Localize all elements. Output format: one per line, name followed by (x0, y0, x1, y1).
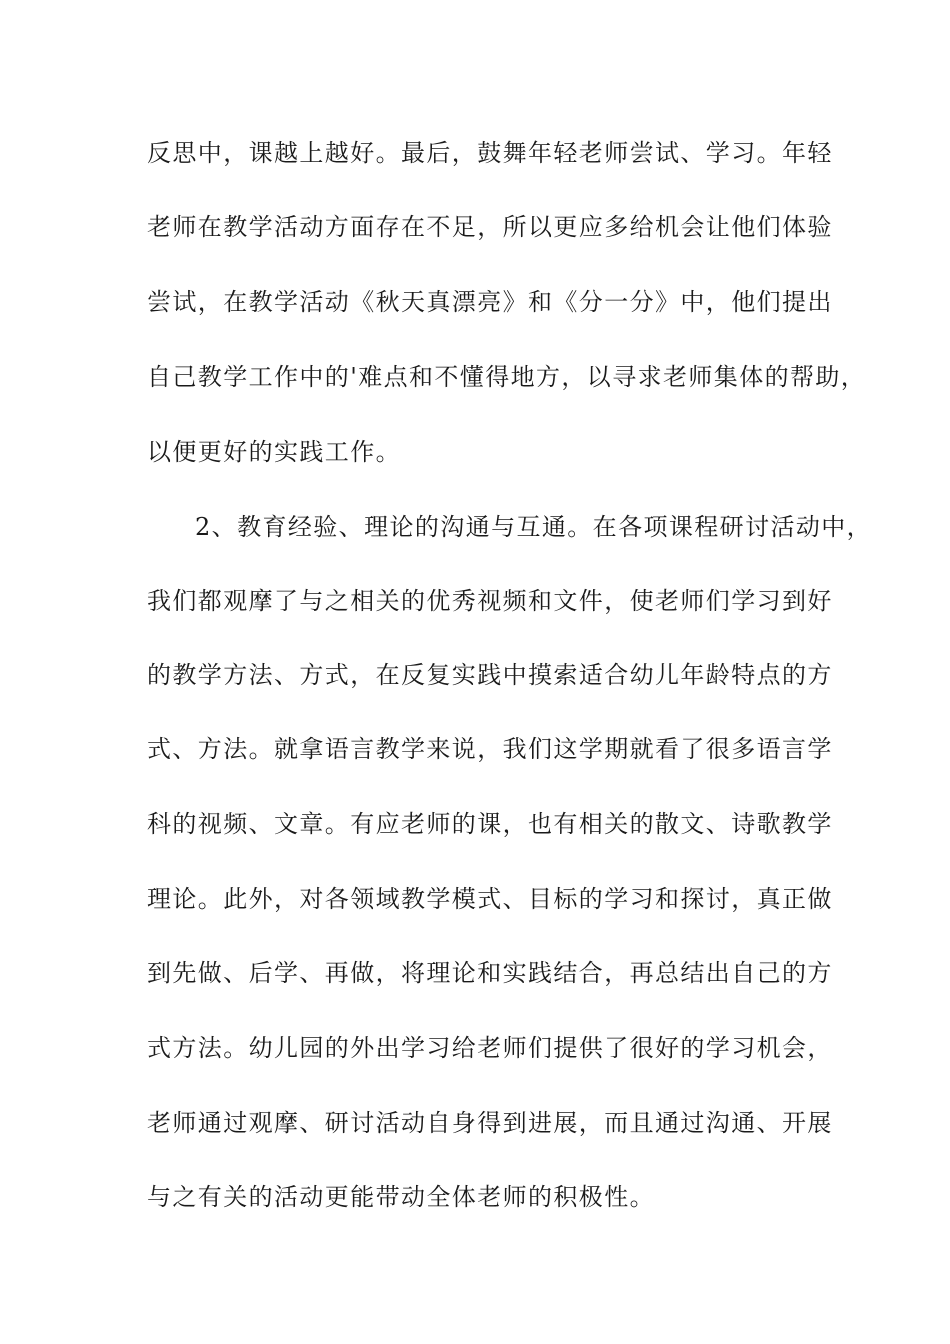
text-line: 老师通过观摩、研讨活动自身得到进展，而且通过沟通、开展 (147, 1109, 833, 1137)
text-line: 自己教学工作中的'难点和不懂得地方，以寻求老师集体的帮助， (147, 363, 867, 391)
text-line: 式、方法。就拿语言教学来说，我们这学期就看了很多语言学 (147, 735, 833, 763)
text-line: 以便更好的实践工作。 (147, 438, 401, 466)
text-line: 老师在教学活动方面存在不足，所以更应多给机会让他们体验 (147, 213, 833, 241)
text-line: 科的视频、文章。有应老师的课，也有相关的散文、诗歌教学 (147, 810, 833, 838)
text-line: 我们都观摩了与之相关的优秀视频和文件，使老师们学习到好 (147, 587, 833, 615)
text-line: 反思中，课越上越好。最后，鼓舞年轻老师尝试、学习。年轻 (147, 139, 833, 167)
text-line: 式方法。幼儿园的外出学习给老师们提供了很好的学习机会， (147, 1034, 833, 1062)
text-line: 理论。此外，对各领域教学模式、目标的学习和探讨，真正做 (147, 885, 833, 913)
paragraph-first-line: 2、教育经验、理论的沟通与互通。在各项课程研讨活动中， (195, 513, 873, 541)
text-line: 尝试，在教学活动《秋天真漂亮》和《分一分》中，他们提出 (147, 288, 833, 316)
text-line: 的教学方法、方式，在反复实践中摸索适合幼儿年龄特点的方 (147, 661, 833, 689)
text-line: 与之有关的活动更能带动全体老师的积极性。 (147, 1183, 655, 1211)
text-line: 到先做、后学、再做，将理论和实践结合，再总结出自己的方 (147, 959, 833, 987)
